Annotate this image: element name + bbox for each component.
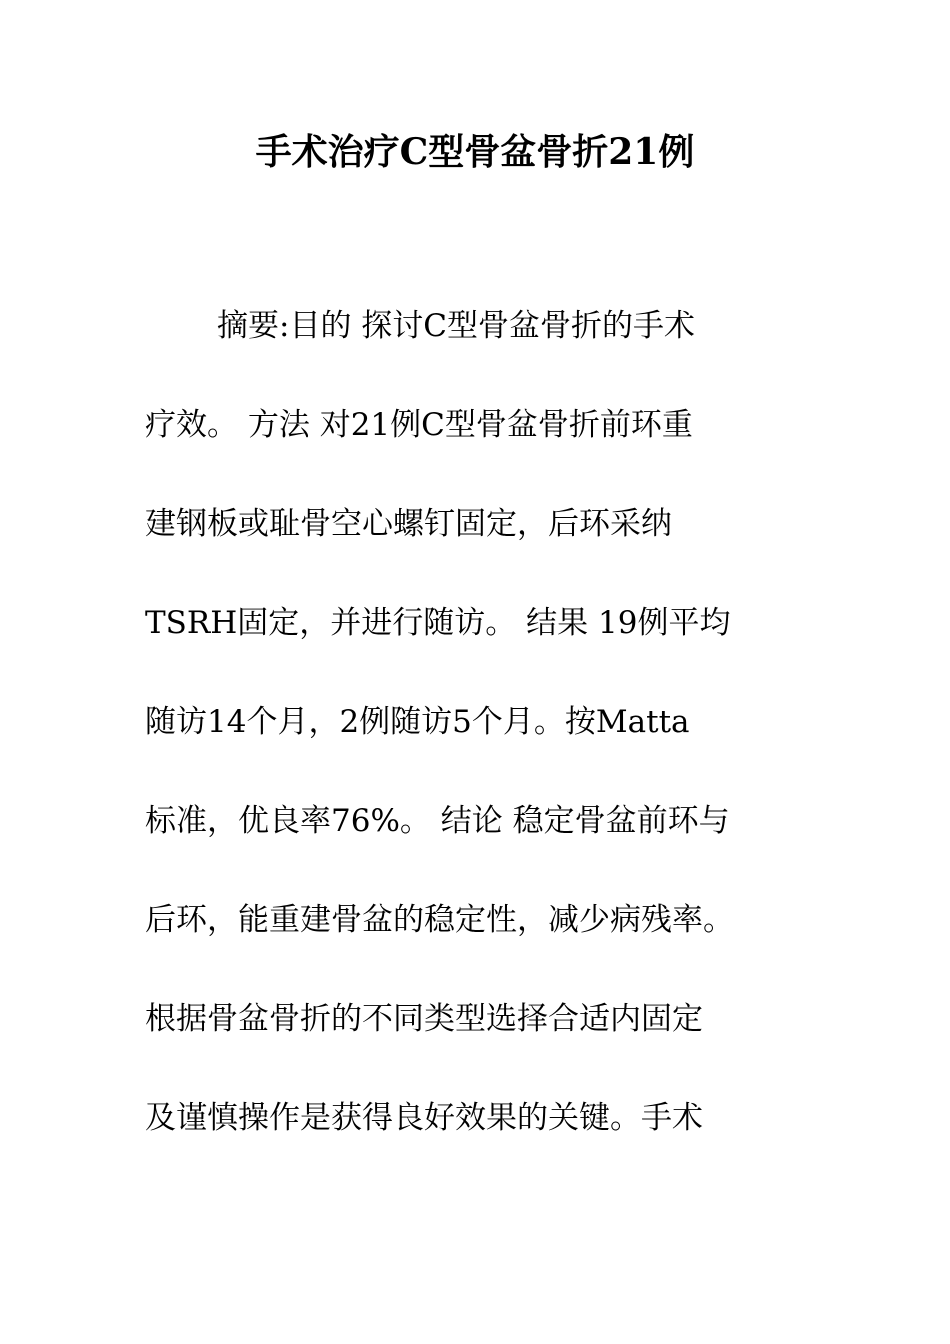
abstract-line-5: 随访14个月，2例随访5个月。按Matta xyxy=(145,704,690,740)
abstract-line-7: 后环，能重建骨盆的稳定性，减少病残率。 xyxy=(145,902,734,938)
abstract-line-3: 建钢板或耻骨空心螺钉固定，后环采纳 xyxy=(145,506,672,542)
abstract-line-4: TSRH固定，并进行随访。 结果 19例平均 xyxy=(145,605,731,641)
document-title: 手术治疗C型骨盆骨折21例 xyxy=(255,131,695,173)
abstract-paragraph xyxy=(145,296,815,1187)
abstract-line-8: 根据骨盆骨折的不同类型选择合适内固定 xyxy=(145,1001,703,1037)
abstract-line-6: 标准，优良率76%。 结论 稳定骨盆前环与 xyxy=(145,803,730,839)
abstract-line-2: 疗效。 方法 对21例C型骨盆骨折前环重 xyxy=(145,407,693,443)
abstract-line-9: 及谨慎操作是获得良好效果的关键。手术 xyxy=(145,1100,703,1136)
abstract-line-1: 摘要:目的 探讨C型骨盆骨折的手术 xyxy=(217,308,696,344)
